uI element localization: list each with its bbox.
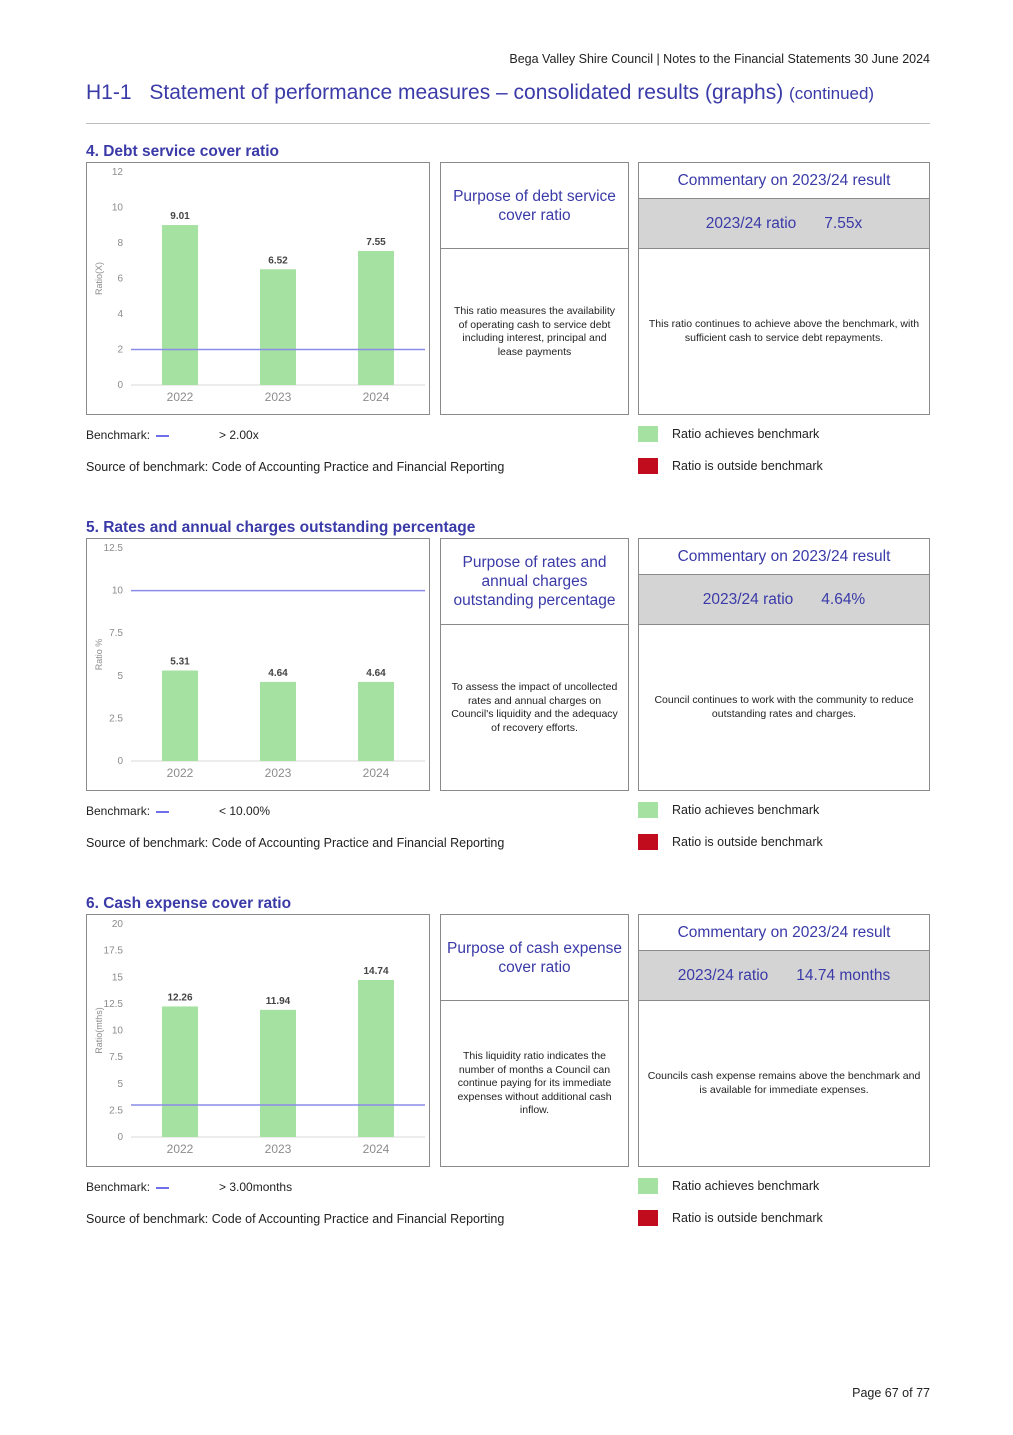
y-tick-label: 7.5 [109, 628, 123, 640]
y-tick-label: 2 [117, 344, 123, 356]
bar [162, 671, 198, 761]
title-divider [86, 123, 930, 124]
y-tick-label: 10 [111, 1025, 123, 1037]
red-swatch-icon [638, 1210, 658, 1226]
section-debt-service [86, 143, 930, 473]
bar [260, 1010, 296, 1137]
legend-achieves [638, 802, 819, 818]
y-axis-label: Ratio(X) [94, 261, 104, 296]
x-tick-label: 2023 [264, 1142, 292, 1156]
purpose-title: Purpose of debt service cover ratio [441, 163, 628, 249]
ratio-label: 2023/24 ratio [677, 966, 769, 984]
purpose-title: Purpose of rates and annual charges outstanding percentage [441, 539, 628, 625]
legend-outside-label: Ratio is outside benchmark [672, 459, 823, 473]
ratio-value: 4.64% [821, 590, 866, 608]
bar [260, 682, 296, 761]
red-swatch-icon [638, 834, 658, 850]
commentary-box [638, 162, 930, 415]
legend-achieves-label: Ratio achieves benchmark [672, 803, 820, 817]
legend-outside-label: Ratio is outside benchmark [672, 1211, 823, 1225]
bar [358, 251, 394, 385]
y-tick-label: 17.5 [103, 945, 123, 957]
commentary-title: Commentary on 2023/24 result [639, 915, 929, 951]
y-axis-label: Ratio(mths) [94, 1007, 104, 1054]
title-continued: (continued) [789, 84, 875, 103]
y-tick-label: 12.5 [103, 998, 123, 1010]
section-title: 5. Rates and annual charges outstanding percentage [86, 519, 476, 536]
green-swatch-icon [638, 802, 658, 818]
ratio-value: 7.55x [824, 214, 863, 232]
commentary-title: Commentary on 2023/24 result [639, 163, 929, 199]
purpose-text: To assess the impact of uncollected rates and annual charges on Council's liquidity and the adequacy of recovery efforts. [451, 681, 618, 734]
x-tick-label: 2024 [362, 766, 390, 780]
bar [358, 682, 394, 761]
data-label: 11.94 [265, 995, 291, 1007]
y-tick-label: 5 [117, 1078, 123, 1090]
purpose-title: Purpose of cash expense cover ratio [441, 915, 628, 1001]
commentary-text: Councils cash expense remains above the benchmark and is available for immediate expenses. [647, 1070, 921, 1096]
bar [162, 225, 198, 385]
section-title: 4. Debt service cover ratio [86, 143, 279, 160]
legend-outside [638, 458, 823, 474]
legend-outside-label: Ratio is outside benchmark [672, 835, 823, 849]
ratio-label: 2023/24 ratio [705, 214, 797, 232]
y-tick-label: 7.5 [109, 1052, 123, 1064]
bar [260, 269, 296, 385]
section-cash-expense [86, 895, 930, 1225]
bar [162, 1006, 198, 1137]
page-title [86, 81, 986, 105]
y-tick-label: 10 [111, 585, 123, 597]
green-swatch-icon [638, 426, 658, 442]
commentary-box [638, 914, 930, 1167]
ratio-result [639, 199, 929, 249]
y-tick-label: 0 [117, 380, 123, 391]
legend-outside [638, 834, 823, 850]
x-tick-label: 2023 [264, 766, 292, 780]
benchmark-row [86, 804, 270, 818]
running-header: Bega Valley Shire Council | Notes to the Financial Statements 30 June 2024 [509, 52, 930, 66]
data-label: 7.55 [366, 236, 386, 248]
purpose-box [440, 538, 629, 791]
purpose-text: This ratio measures the availability of operating cash to service debt including interest, principal and lease payments [453, 305, 616, 358]
data-label: 12.26 [167, 992, 193, 1004]
benchmark-value: > 3.00months [219, 1180, 293, 1194]
y-tick-label: 4 [117, 309, 123, 320]
bar-chart-rates-outstanding [87, 539, 431, 792]
benchmark-line-icon [156, 811, 169, 813]
legend-achieves-label: Ratio achieves benchmark [672, 1179, 820, 1193]
x-tick-label: 2023 [264, 390, 292, 404]
legend-achieves [638, 1178, 819, 1194]
data-label: 5.31 [170, 656, 190, 668]
y-tick-label: 15 [111, 972, 123, 984]
purpose-box [440, 162, 629, 415]
green-swatch-icon [638, 1178, 658, 1194]
x-tick-label: 2022 [166, 390, 194, 404]
page-number: Page 67 of 77 [852, 1386, 930, 1400]
data-label: 4.64 [366, 667, 386, 679]
y-tick-label: 0 [117, 1132, 123, 1143]
benchmark-label: Benchmark: [86, 428, 151, 442]
ratio-result [639, 951, 929, 1001]
title-text: Statement of performance measures – consolidated results (graphs) [149, 81, 784, 104]
benchmark-value: > 2.00x [219, 428, 259, 442]
y-tick-label: 10 [111, 202, 123, 214]
y-axis-label: Ratio % [94, 638, 104, 671]
data-label: 14.74 [363, 966, 389, 978]
y-tick-label: 5 [117, 670, 123, 682]
y-tick-label: 20 [111, 919, 123, 930]
bar-chart-cash-expense [87, 915, 431, 1168]
y-tick-label: 8 [117, 238, 123, 249]
legend-achieves-label: Ratio achieves benchmark [672, 427, 820, 441]
y-tick-label: 12.5 [103, 543, 123, 554]
purpose-box [440, 914, 629, 1167]
x-tick-label: 2022 [166, 1142, 194, 1156]
legend-outside [638, 1210, 823, 1226]
section-rates-outstanding [86, 519, 930, 849]
bar-chart-debt-service [87, 163, 431, 416]
data-label: 6.52 [268, 255, 288, 267]
benchmark-line-icon [156, 1187, 169, 1189]
data-label: 9.01 [170, 211, 190, 223]
legend-achieves [638, 426, 819, 442]
ratio-result [639, 575, 929, 625]
purpose-text: This liquidity ratio indicates the number of months a Council can continue paying for its immediate expenses without additional cash inflow. [457, 1050, 612, 1117]
commentary-title: Commentary on 2023/24 result [639, 539, 929, 575]
benchmark-line-icon [156, 435, 169, 437]
benchmark-source: Source of benchmark: Code of Accounting Practice and Financial Reporting [86, 836, 505, 850]
benchmark-value: < 10.00% [219, 804, 271, 818]
red-swatch-icon [638, 458, 658, 474]
chart-box [86, 914, 430, 1167]
benchmark-source: Source of benchmark: Code of Accounting Practice and Financial Reporting [86, 1212, 505, 1226]
y-tick-label: 2.5 [109, 1105, 123, 1117]
ratio-value: 14.74 months [796, 966, 891, 984]
y-tick-label: 12 [111, 167, 123, 178]
benchmark-row [86, 1180, 292, 1194]
commentary-text: Council continues to work with the community to reduce outstanding rates and charges. [654, 694, 914, 720]
chart-box [86, 162, 430, 415]
y-tick-label: 2.5 [109, 713, 123, 725]
chart-box [86, 538, 430, 791]
benchmark-row [86, 428, 259, 442]
section-title: 6. Cash expense cover ratio [86, 895, 292, 912]
y-tick-label: 0 [117, 756, 123, 767]
benchmark-source: Source of benchmark: Code of Accounting Practice and Financial Reporting [86, 460, 505, 474]
ratio-label: 2023/24 ratio [702, 590, 794, 608]
bar [358, 980, 394, 1137]
benchmark-label: Benchmark: [86, 1180, 151, 1194]
commentary-text: This ratio continues to achieve above the benchmark, with sufficient cash to service debt repayments. [648, 318, 920, 344]
data-label: 4.64 [268, 667, 288, 679]
x-tick-label: 2024 [362, 390, 390, 404]
x-tick-label: 2024 [362, 1142, 390, 1156]
title-number: H1-1 [86, 81, 132, 104]
x-tick-label: 2022 [166, 766, 194, 780]
benchmark-label: Benchmark: [86, 804, 151, 818]
commentary-box [638, 538, 930, 791]
y-tick-label: 6 [117, 273, 123, 285]
